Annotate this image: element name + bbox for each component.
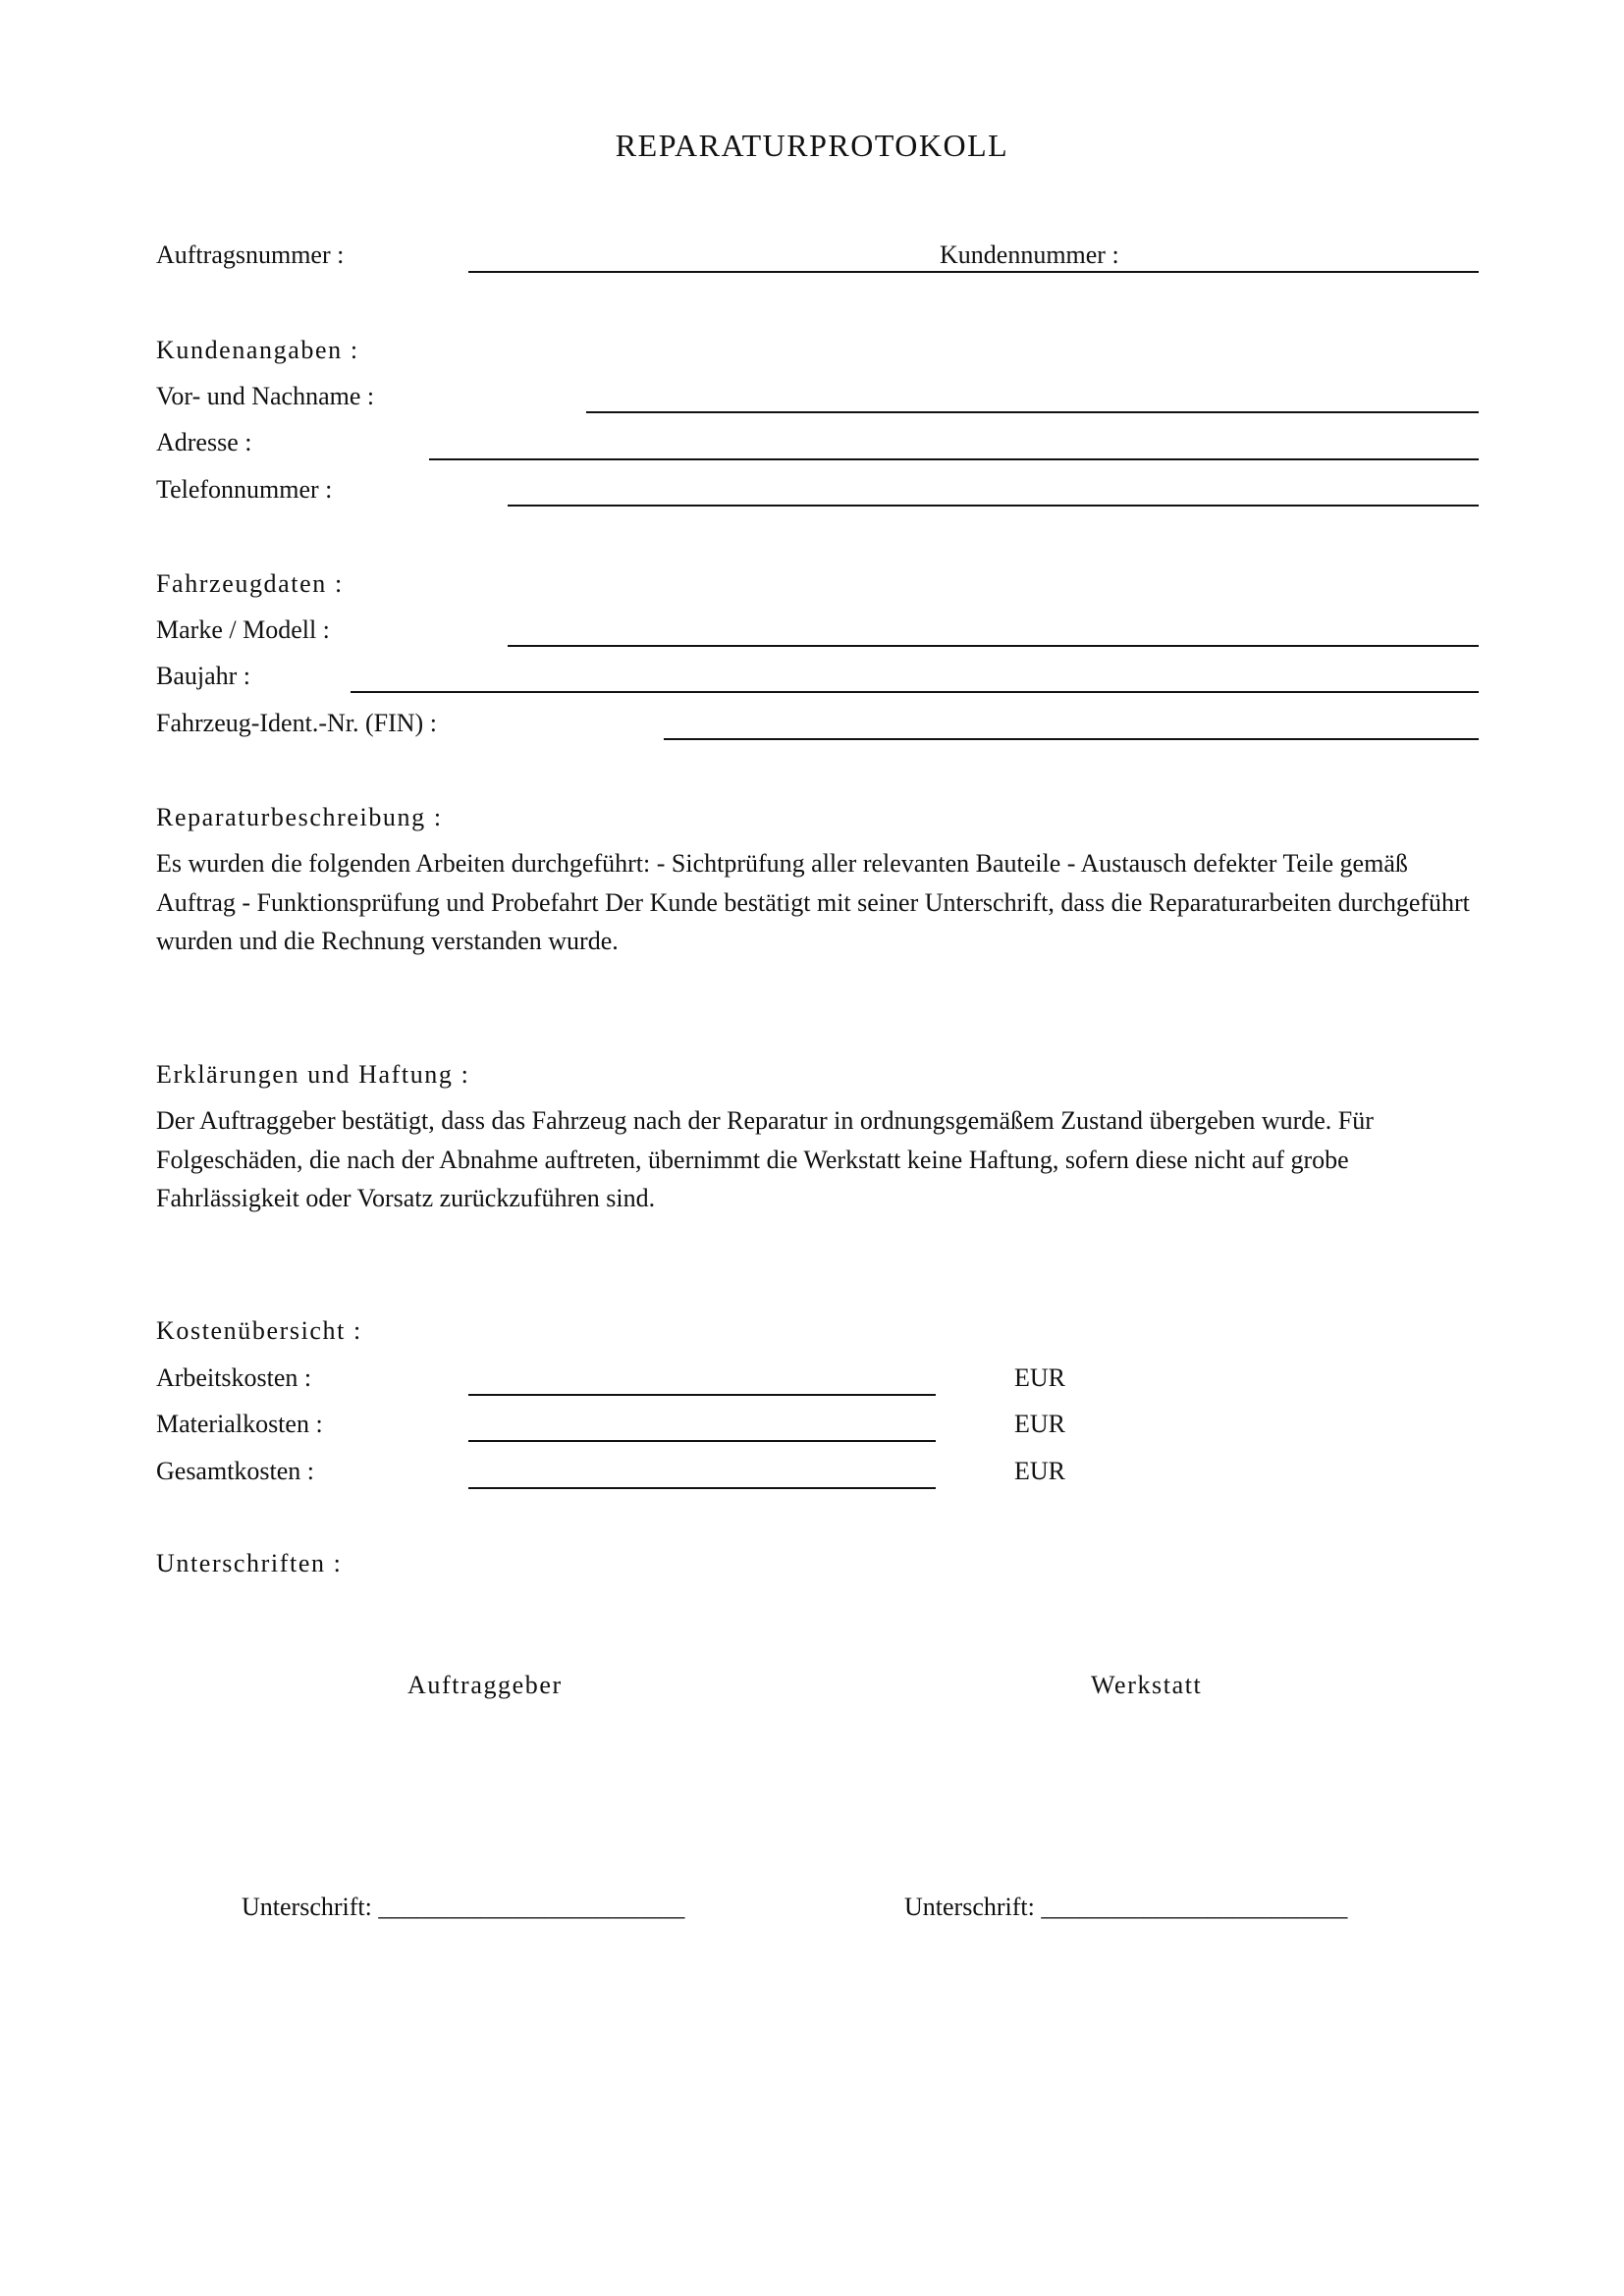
reparatur-heading: Reparaturbeschreibung :: [156, 803, 443, 831]
werkstatt-signature-line[interactable]: Unterschrift: ________________________: [904, 1893, 1348, 1921]
fin-field-line[interactable]: [664, 738, 1479, 740]
kundennummer-label: Kundennummer :: [936, 240, 1123, 270]
auftragsnummer-label: Auftragsnummer :: [156, 240, 345, 269]
arbeitskosten-currency: EUR: [1014, 1363, 1065, 1392]
gesamtkosten-label: Gesamtkosten :: [156, 1457, 315, 1485]
auftraggeber-title: Auftraggeber: [407, 1671, 563, 1699]
telefon-label: Telefonnummer :: [156, 475, 333, 504]
adresse-field-line[interactable]: [429, 458, 1479, 460]
gesamtkosten-currency: EUR: [1014, 1457, 1065, 1485]
document-title: REPARATURPROTOKOLL: [615, 128, 1009, 163]
telefon-field-line[interactable]: [508, 505, 1479, 507]
adresse-label: Adresse :: [156, 428, 252, 456]
materialkosten-label: Materialkosten :: [156, 1410, 323, 1438]
marke-modell-label: Marke / Modell :: [156, 615, 330, 644]
baujahr-label: Baujahr :: [156, 662, 251, 690]
kundenangaben-heading: Kundenangaben :: [156, 336, 359, 364]
gesamtkosten-field-line[interactable]: [468, 1487, 936, 1489]
fin-label: Fahrzeug-Ident.-Nr. (FIN) :: [156, 709, 437, 737]
reparatur-text: Es wurden die folgenden Arbeiten durchgeführt: - Sichtprüfung aller relevanten Bauteile - Austausch defekter Teile gemäß Auftrag - Funktionsprüfung und Probefahrt Der Kunde bestätigt mit seiner Unterschrift, dass die Reparaturarbeiten durchgeführt wurden und die Rechnung verstanden wurde.: [156, 849, 1470, 955]
arbeitskosten-label: Arbeitskosten :: [156, 1363, 312, 1392]
fahrzeugdaten-heading: Fahrzeugdaten :: [156, 569, 344, 598]
kosten-heading: Kostenübersicht :: [156, 1316, 362, 1345]
werkstatt-title: Werkstatt: [1091, 1671, 1203, 1699]
unterschriften-heading: Unterschriften :: [156, 1549, 343, 1577]
erklaerung-text: Der Auftraggeber bestätigt, dass das Fahrzeug nach der Reparatur in ordnungsgemäßem Zustand übergeben wurde. Für Folgeschäden, die nach der Abnahme auftreten, übernimmt die Werkstatt keine Haftung, sofern diese nicht auf grobe Fahrlässigkeit oder Vorsatz zurückzuführen sind.: [156, 1106, 1374, 1212]
baujahr-field-line[interactable]: [351, 691, 1479, 693]
name-label: Vor- und Nachname :: [156, 382, 375, 410]
name-field-line[interactable]: [586, 411, 1479, 413]
materialkosten-currency: EUR: [1014, 1410, 1065, 1438]
materialkosten-field-line[interactable]: [468, 1440, 936, 1442]
marke-modell-field-line[interactable]: [508, 645, 1479, 647]
auftraggeber-signature-line[interactable]: Unterschrift: ________________________: [242, 1893, 685, 1921]
arbeitskosten-field-line[interactable]: [468, 1394, 936, 1396]
erklaerung-heading: Erklärungen und Haftung :: [156, 1060, 470, 1089]
auftragsnummer-field-line[interactable]: [468, 271, 1479, 273]
